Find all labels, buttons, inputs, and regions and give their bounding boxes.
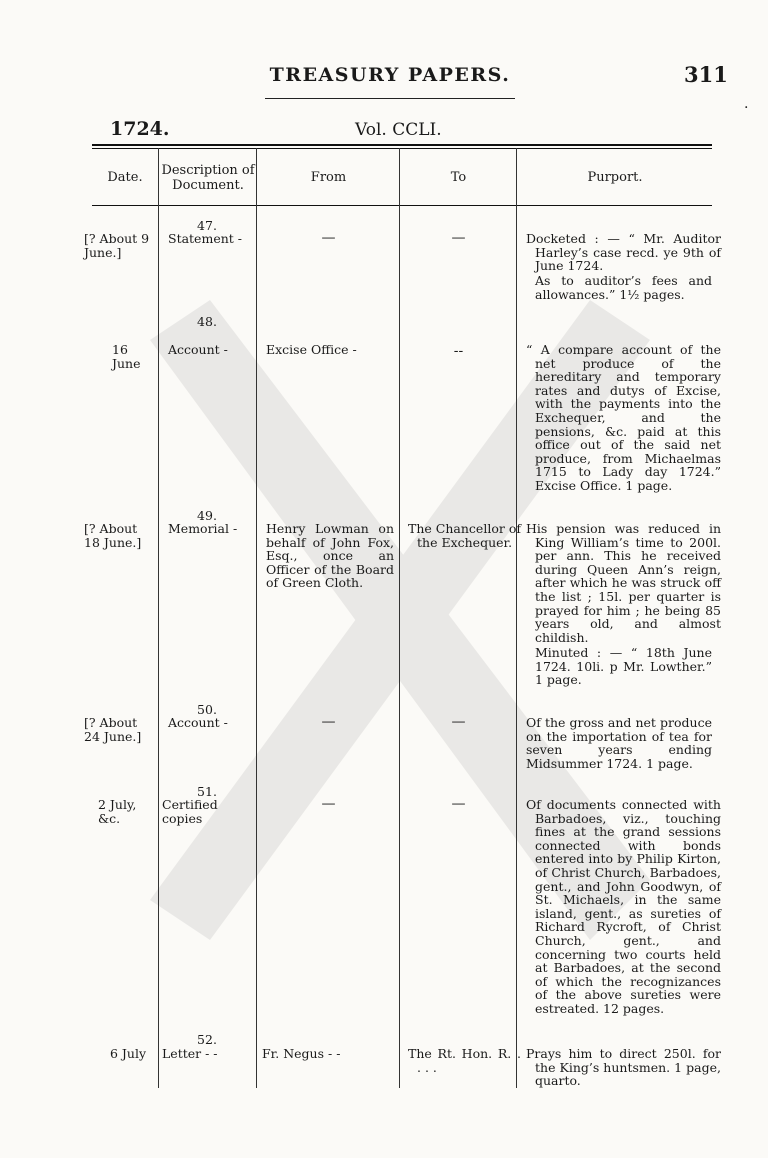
column-divider [256, 148, 257, 1088]
entry-purport: Of documents connected with Barbadoes, viz., touching fines at the grand sessions connected with bonds entered into by Philip Kirton, of Christ Church, Barbadoes, gent., and John Goodwyn, of St. Michaels, in the same island, gent., as sureties of Richard Rycroft, of Christ Church, gent., and concerning two courts held at Barbadoes, at the second of which the recognizances of the above sureties were estreated. 12 pages. [526, 797, 721, 1016]
page-number: 311 [684, 62, 728, 87]
page-title: TREASURY PAPERS. [269, 64, 511, 86]
volume-heading: Vol. CCLI. [355, 120, 442, 140]
entry-purport: Of the gross and net produce on the importation of tea for seven years ending Midsummer 1724. 1 page. [526, 715, 712, 771]
year-heading: 1724. [110, 118, 170, 140]
entry-date: 16 June [112, 342, 141, 371]
column-divider [158, 148, 159, 1088]
entry-purport: Docketed : — “ Mr. Auditor Harley’s case recd. ye 9th of June 1724. [526, 231, 721, 274]
entry-number: 50. [197, 702, 217, 717]
entry-description: Memorial - [168, 521, 238, 536]
entry-purport-note: As to auditor’s fees and allowances.” 1½ pages. [535, 273, 712, 302]
entry-to: -- [453, 343, 464, 359]
table-top-rule-thin [92, 148, 712, 149]
entry-description: Account - [168, 715, 228, 730]
entry-to: — [451, 714, 466, 730]
entry-date: 2 July, &c. [98, 797, 137, 826]
entry-number: 51. [197, 784, 217, 799]
entry-number: 48. [197, 314, 217, 329]
entry-description: Certified copies [162, 797, 218, 826]
entry-from: Henry Lowman on behalf of John Fox, Esq., once an Officer of the Board of Green Cloth. [266, 521, 394, 591]
entry-from: — [321, 796, 336, 812]
column-header-description: Description of Document. [161, 162, 255, 193]
entry-purport: Prays him to direct 250l. for the King’s huntsmen. 1 page, quarto. [526, 1046, 721, 1089]
entry-from: Fr. Negus - - [262, 1046, 341, 1061]
entry-number: 47. [197, 218, 217, 233]
entry-date: 6 July [110, 1046, 147, 1061]
column-header-to: To [450, 170, 467, 185]
entry-purport: “ A compare account of the net produce of the hereditary and temporary rates and dutys of Excise, with the payments into the Exchequer, and the pensions, &c. paid at this office out of the said net produce, from Michaelmas 1715 to Lady day 1724.” Excise Office. 1 page. [526, 342, 721, 493]
entry-from: Excise Office - [266, 342, 357, 357]
column-header-from: From [310, 170, 347, 185]
entry-date: [? About 9 June.] [84, 231, 150, 260]
header-rule [92, 205, 712, 206]
table-top-rule [92, 144, 712, 146]
entry-purport-note: Minuted : — “ 18th June 1724. 10li. p Mr. Lowther.” 1 page. [535, 645, 712, 688]
entry-description: Letter - - [162, 1046, 218, 1061]
entry-purport: His pension was reduced in King William’s time to 200l. per ann. This he received during Queen Ann’s reign, after which he was struck off the list ; 15l. per quarter is prayed for him ; he being 85 years old, and almost childish. [526, 521, 721, 645]
column-divider [516, 148, 517, 1088]
entry-to: The Rt. Hon. R. . . . . [408, 1046, 521, 1075]
entry-date: [? About 18 June.] [84, 521, 142, 550]
entry-to: The Chancellor of the Exchequer. [408, 521, 521, 550]
entry-description: Account - [168, 342, 228, 357]
entry-from: — [321, 714, 336, 730]
entry-date: [? About 24 June.] [84, 715, 142, 744]
title-rule [265, 98, 515, 99]
margin-dot: . [744, 96, 749, 112]
entry-description: Statement - [168, 231, 242, 246]
entry-to: — [451, 796, 466, 812]
entry-number: 49. [197, 508, 217, 523]
entry-number: 52. [197, 1032, 217, 1047]
column-header-date: Date. [107, 170, 143, 185]
column-header-purport: Purport. [587, 170, 643, 185]
column-divider [399, 148, 400, 1088]
entry-from: — [321, 230, 336, 246]
entry-to: — [451, 230, 466, 246]
